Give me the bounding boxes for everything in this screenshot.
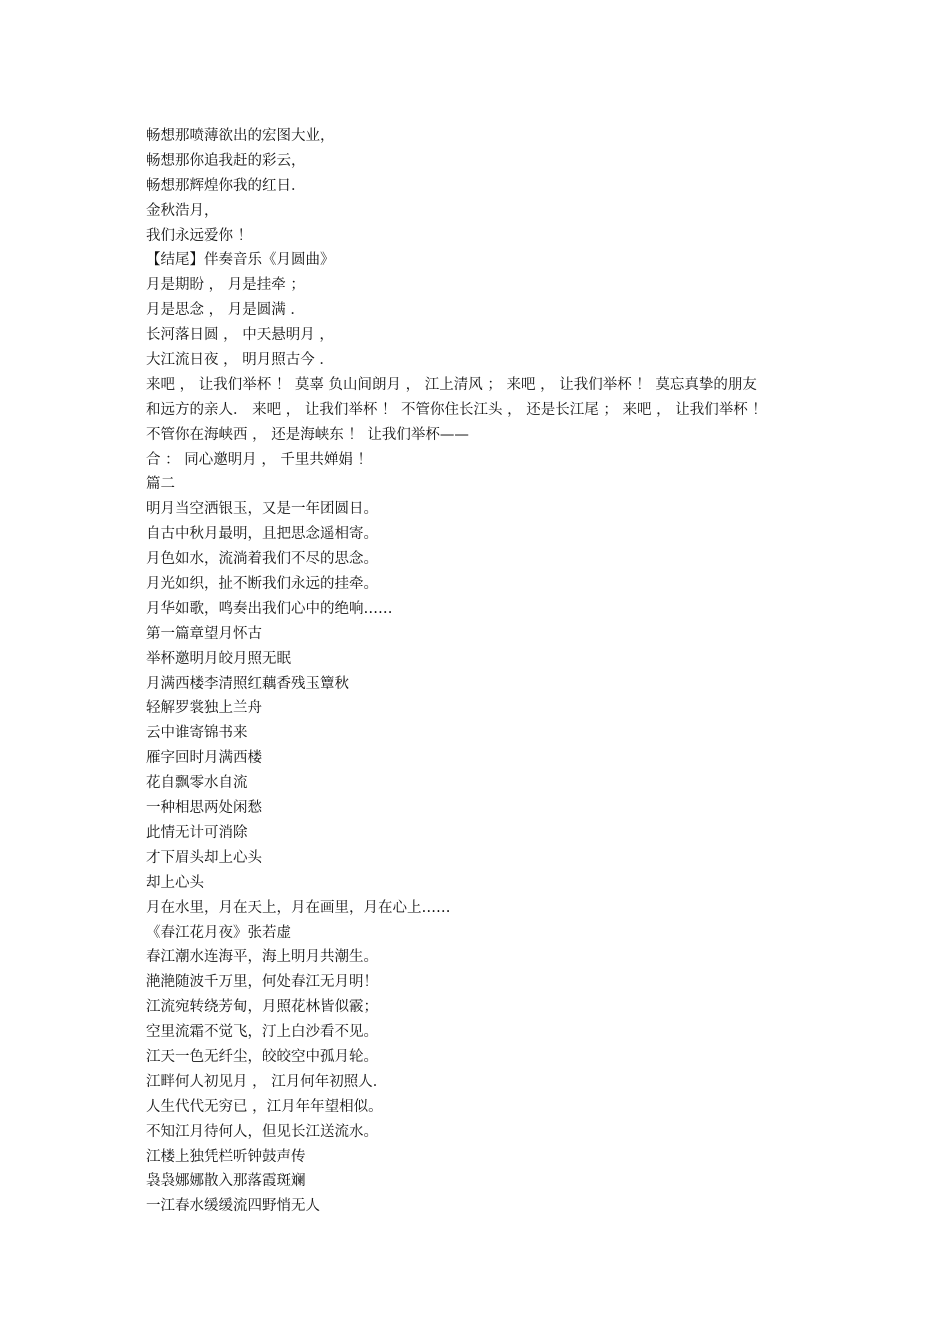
text-line: 自古中秋月最明，且把思念遥相寄。 [146,526,378,543]
text-line: 江畔何人初见月 ， 江月何年初照人． [146,1073,388,1090]
text-line: 金秋浩月， [146,202,219,219]
text-line: 空里流霜不觉飞，汀上白沙看不见。 [146,1024,378,1041]
text-line: 畅想那辉煌你我的红日． [146,177,306,194]
text-line: 此情无计可消除 [146,824,248,841]
text-line: 畅想那你追我赶的彩云， [146,152,306,169]
text-line: 江楼上独凭栏听钟鼓声传 [146,1148,306,1165]
section-heading: 第一篇章望月怀古 [146,625,262,642]
text-line: 滟滟随波千万里，何处春江无月明！ [146,974,378,991]
text-line: 不知江月待何人，但见长江送流水。 [146,1123,378,1140]
text-line: 长河落日圆 ， 中天悬明月 ， [146,327,334,344]
text-line: 一种相思两处闲愁 [146,800,262,817]
text-line: 月在水里，月在天上，月在画里，月在心上…… [146,899,451,916]
text-line: 合 ： 同心邀明月 ， 千里共婵娟 ！ [146,451,373,468]
text-line: 一江春水缓缓流四野悄无人 [146,1198,320,1215]
text-line: 人生代代无穷已 ，江月年年望相似。 [146,1098,383,1115]
text-line: 不管你在海峡西 ， 还是海峡东 ！ 让我们举杯—— [146,426,469,443]
text-line: 袅袅娜娜散入那落霞斑斓 [146,1173,306,1190]
text-line: 月是期盼 ， 月是挂牵 ； [146,277,305,294]
text-line: 雁字回时月满西楼 [146,750,262,767]
text-line: 云中谁寄锦书来 [146,725,248,742]
text-line: 明月当空洒银玉，又是一年团圆日。 [146,501,378,518]
text-line: 举杯邀明月皎月照无眠 [146,650,291,667]
text-line: 花自飘零水自流 [146,775,248,792]
text-line: 月色如水，流淌着我们不尽的思念。 [146,551,378,568]
text-line: 和远方的亲人． 来吧 ， 让我们举杯 ！ 不管你住长江头 ， 还是长江尾 ； 来吧 ， 让我们举杯 ！ [146,401,767,418]
text-line: 月华如歌，鸣奏出我们心中的绝响…… [146,600,393,617]
text-line: 春江潮水连海平，海上明月共潮生。 [146,949,378,966]
poem-title: 《春江花月夜》张若虚 [146,924,291,941]
text-line: 来吧 ， 让我们举杯 ！ 莫辜 负山间朗月 ， 江上清风 ； 来吧 ， 让我们举杯 ！ 莫忘真挚的朋友 [146,376,757,393]
text-line: 轻解罗裳独上兰舟 [146,700,262,717]
text-line: 才下眉头却上心头 [146,849,262,866]
text-line: 畅想那喷薄欲出的宏图大业， [146,128,335,144]
document-body [146,124,826,1219]
section-heading: 【结尾】伴奏音乐《月圆曲》 [146,252,335,269]
text-line: 却上心头 [146,874,204,891]
text-line: 月光如织，扯不断我们永远的挂牵。 [146,576,378,593]
text-line: 我们永远爱你 ！ [146,227,253,244]
text-line: 大江流日夜 ， 明月照古今 ． [146,352,334,369]
text-line: 江天一色无纤尘，皎皎空中孤月轮。 [146,1048,378,1065]
text-line: 江流宛转绕芳甸，月照花林皆似霰； [146,999,378,1016]
text-line: 月是思念 ， 月是圆满 ． [146,302,305,319]
text-line: 月满西楼李清照红藕香残玉簟秋 [146,675,349,692]
section-heading: 篇二 [146,476,175,493]
